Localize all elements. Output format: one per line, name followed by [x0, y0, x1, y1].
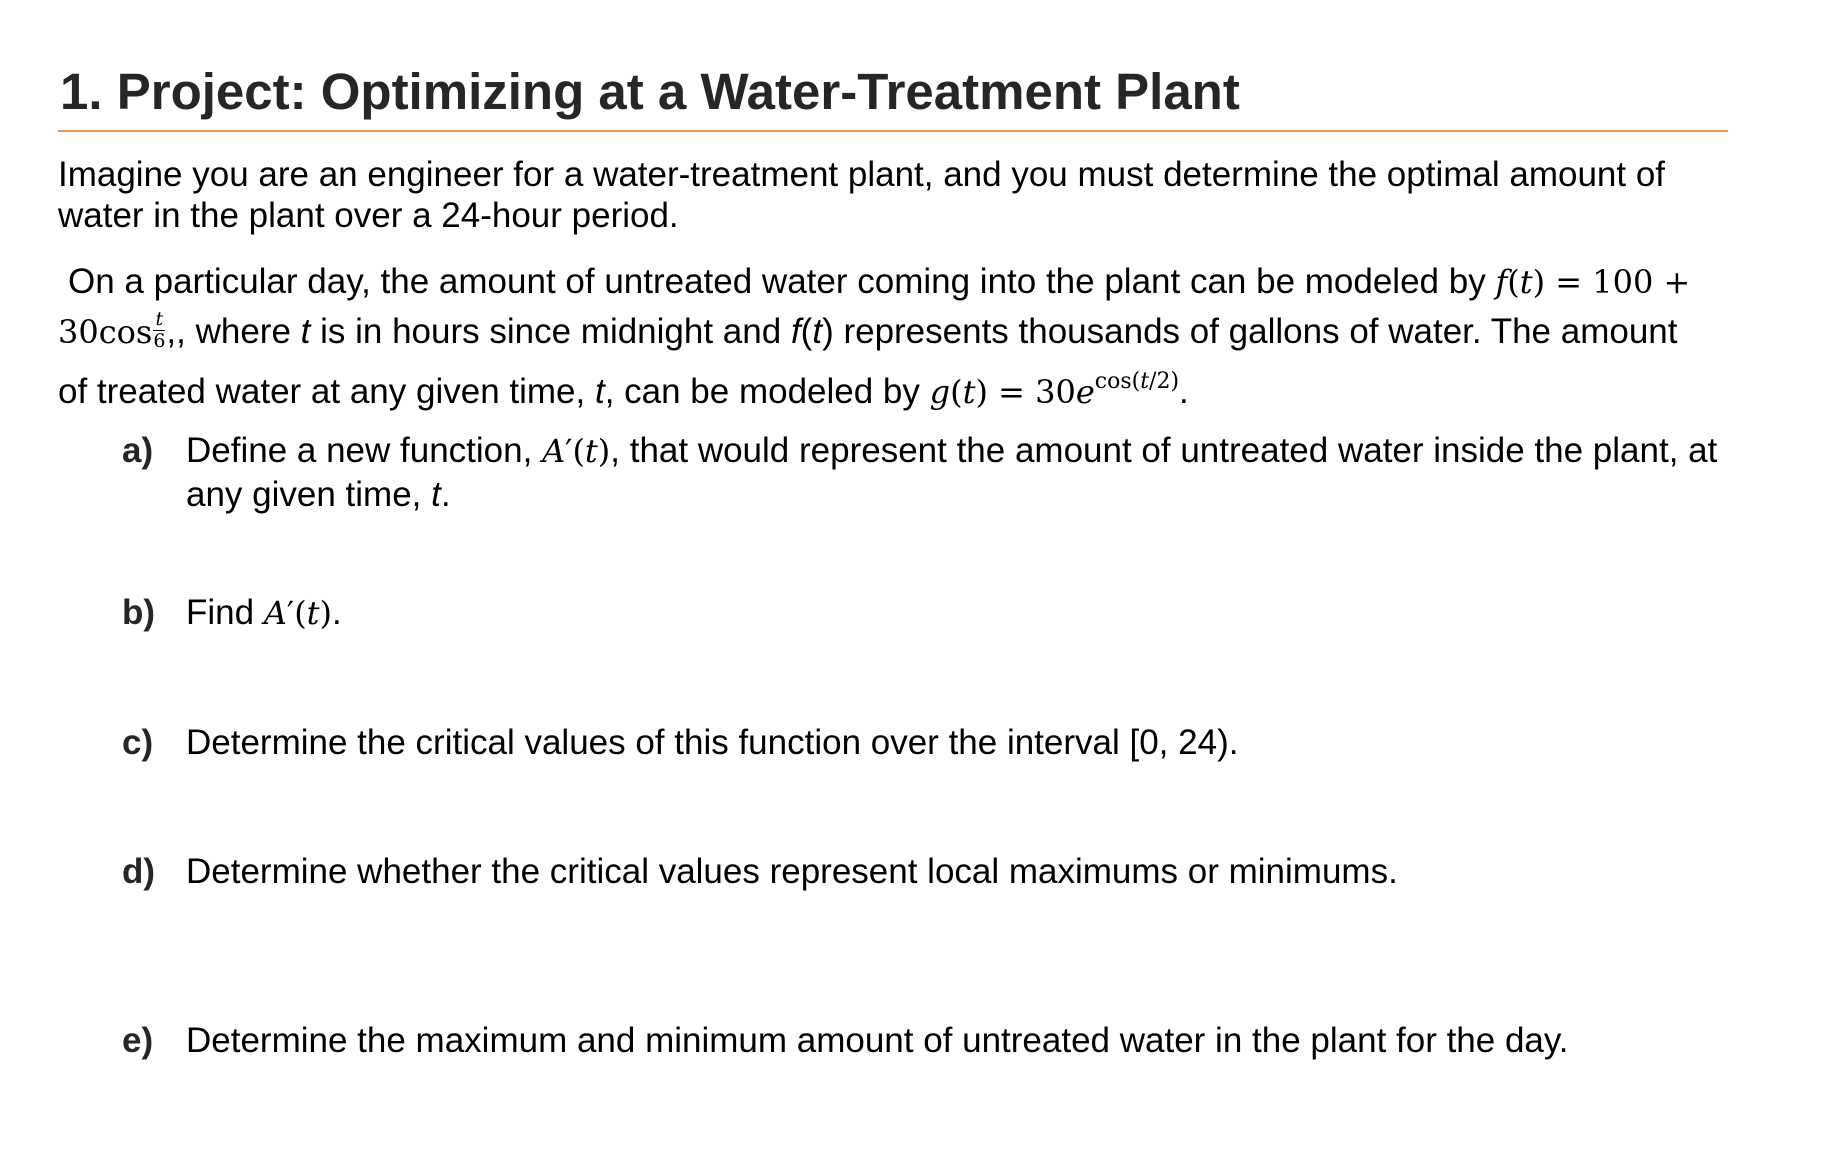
g-var: t — [962, 373, 976, 411]
question-list — [58, 429, 1728, 1062]
question-text: Determine whether the critical values represent local maximums or minimums. — [186, 852, 1398, 891]
model-text: is in hours since midnight and — [310, 312, 791, 351]
f-var-inline: f — [790, 312, 801, 351]
f-rhs: ) = 100 + — [1532, 263, 1691, 301]
question-label: c) — [122, 723, 154, 762]
t-var: t — [431, 475, 441, 514]
model-text: On a particular day, the amount of untreated water coming into the plant can be modeled by — [68, 262, 1496, 301]
g-equation — [929, 369, 1180, 411]
question-label: a) — [122, 431, 154, 470]
question-text-part: . — [440, 475, 451, 514]
model-text: ,, where — [166, 312, 301, 351]
question-text: Determine the critical values of this function over the interval [0, 24). — [186, 723, 1239, 762]
close-paren: ) — [319, 594, 333, 632]
cos-term: 30cos — [58, 313, 153, 351]
g-symbol: g — [929, 373, 951, 411]
t-var: t — [594, 372, 605, 411]
model-period: . — [1179, 372, 1189, 411]
t-var: t — [306, 594, 320, 632]
f-paren: ( — [1507, 263, 1520, 301]
question-c — [122, 721, 1728, 764]
question-label: e) — [122, 1021, 154, 1060]
question-a — [122, 429, 1728, 516]
intro-paragraph: Imagine you are an engineer for a water-treatment plant, and you must determine the optimal amount of water in the plant over a 24-hour period. — [58, 155, 1666, 235]
exponent-text: /2) — [1149, 369, 1180, 394]
model-text: ) represents thousands of gallons of water. The amount — [822, 312, 1678, 351]
f-equation — [1495, 263, 1690, 301]
exponent-var: t — [1140, 369, 1150, 394]
model-line-2 — [58, 307, 1728, 357]
t-var: t — [812, 312, 823, 351]
fraction-t-over-6 — [153, 310, 165, 351]
question-e — [122, 1019, 1728, 1062]
prime-symbol: ′( — [565, 432, 585, 470]
f-var: t — [1519, 263, 1533, 301]
question-text — [186, 591, 1728, 635]
model-text: ( — [800, 312, 813, 351]
model-text: , can be modeled by — [604, 372, 930, 411]
t-var: t — [584, 432, 598, 470]
g-paren: ( — [950, 373, 963, 411]
f-symbol: f — [1495, 263, 1508, 301]
question-text: Determine the maximum and minimum amount of untreated water in the plant for the day. — [186, 1021, 1569, 1060]
exponent — [1095, 369, 1179, 394]
t-var: t — [300, 312, 311, 351]
question-text-part: Define a new function, — [186, 431, 543, 470]
model-paragraph — [58, 256, 1728, 411]
document-page — [58, 60, 1728, 1062]
fraction-denominator: 6 — [153, 330, 166, 353]
question-text — [186, 429, 1728, 516]
model-line-1 — [58, 256, 1728, 307]
exponent-text: cos( — [1094, 369, 1141, 394]
e-symbol: e — [1075, 373, 1095, 411]
question-d — [122, 850, 1728, 893]
prime-symbol: ′( — [286, 594, 307, 632]
question-text-part: . — [332, 593, 342, 632]
model-text: of treated water at any given time, — [58, 372, 595, 411]
question-b — [122, 591, 1728, 635]
question-text-part: Find — [186, 593, 264, 632]
A-symbol: A — [263, 594, 287, 632]
question-text-part: , that would represent the amount of untreated water inside the plant, at any given time, — [186, 431, 1718, 514]
g-rhs: ) = 30 — [975, 373, 1076, 411]
question-label: b) — [122, 593, 156, 632]
page-title: 1. Project: Optimizing at a Water-Treatment Plant — [58, 60, 1728, 132]
question-label: d) — [122, 852, 156, 891]
A-symbol: A — [542, 432, 566, 470]
close-paren: ) — [597, 432, 611, 470]
fraction-numerator: t — [153, 310, 165, 331]
model-line-3 — [58, 357, 1728, 411]
